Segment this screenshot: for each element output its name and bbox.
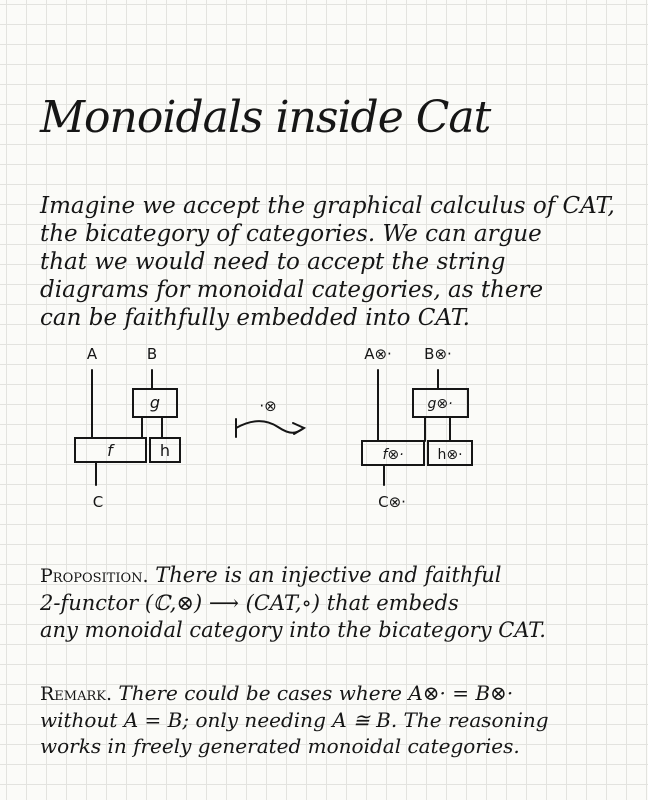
left-box-f-label: f (107, 441, 113, 460)
remark-label: Remark. (40, 683, 113, 705)
intro-line: the bicategory of categories. We can argue (40, 221, 542, 247)
arrow-label: ·⊗ (259, 397, 277, 415)
remark (40, 680, 635, 759)
remark-line (40, 680, 635, 707)
remark-text: There could be cases where A⊗· = B⊗· (118, 681, 514, 705)
left-box-h-label: h (159, 441, 171, 460)
string-diagrams (0, 335, 648, 525)
right-label-b: B⊗· (424, 345, 452, 363)
proposition-line (40, 562, 630, 590)
intro-line: can be faithfully embedded into CAT. (40, 305, 470, 331)
left-string-diagram (75, 370, 180, 485)
proposition-line: 2-functor (ℂ,⊗) ⟶ (CAT,∘) that embeds (40, 591, 459, 615)
intro-line: Imagine we accept the graphical calculus of CAT, (40, 193, 615, 219)
right-label-c: C⊗· (378, 493, 406, 511)
intro-paragraph (40, 192, 620, 332)
right-string-diagram (362, 370, 472, 485)
intro-line: diagrams for monoidal categories, as there (40, 277, 544, 303)
proposition-line: any monoidal category into the bicategory CAT. (40, 618, 546, 642)
proposition (40, 562, 630, 644)
right-label-a: A⊗· (364, 345, 392, 363)
left-box-g-label: g (149, 393, 161, 412)
arrow-icon (236, 419, 304, 437)
right-box-h-label: h⊗· (437, 447, 463, 463)
intro-line: that we would need to accept the string (40, 249, 506, 275)
left-label-b: B (146, 345, 158, 363)
right-box-f-label: f⊗· (382, 447, 404, 463)
proposition-text: There is an injective and faithful (155, 563, 502, 587)
remark-line: works in freely generated monoidal categories. (40, 734, 520, 758)
right-box-g-label: g⊗· (427, 396, 453, 412)
remark-line: without A = B; only needing A ≅ B. The reasoning (40, 708, 549, 732)
left-label-c: C (92, 493, 104, 511)
page-title: Monoidals inside Cat (40, 92, 491, 143)
left-label-a: A (86, 345, 98, 363)
proposition-label: Proposition. (40, 565, 149, 587)
